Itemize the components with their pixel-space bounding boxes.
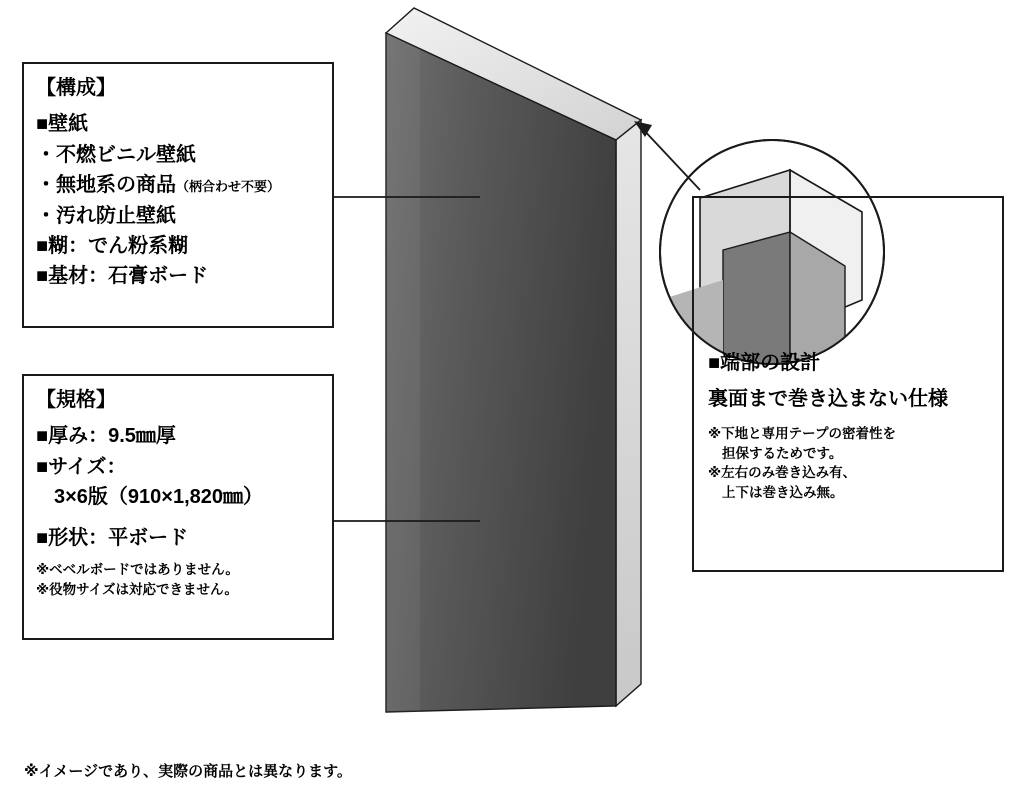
spec-note-bevel: ※ベベルボードではありません。 [36,561,239,577]
edge-note-1: ※下地と専用テープの密着性を [708,426,896,441]
edge-note-2: 担保するためです。 [722,445,843,461]
spec-size-value: 3×6版（910×1,820㎜） [54,486,264,509]
edge-note-4: 上下は巻き込み無。 [722,484,844,500]
board-face-highlight [386,33,420,712]
spec-shape: ■形状：平ボード [36,526,189,549]
edge-design-info-box [692,196,1004,572]
composition-line-plain-note: （柄合わせ不要） [176,179,281,195]
leader-line-edge [634,121,700,190]
composition-title: 【構成】 [36,77,116,99]
composition-line-wallpaper: ■壁紙 [36,113,89,136]
board-right-edge [616,120,641,706]
spec-info-box [22,374,334,640]
spec-size-label: ■サイズ： [36,455,127,478]
edge-title: ■端部の設計 [708,352,821,374]
edge-subtitle: 裏面まで巻き込まない仕様 [708,388,948,410]
spec-note-trim: ※役物サイズは対応できません。 [36,581,238,597]
composition-line-substrate: ■基材：石膏ボード [36,265,209,288]
composition-line-plain [36,171,320,199]
composition-line-stainproof: ・汚れ防止壁紙 [36,204,176,227]
composition-info-box [22,62,334,328]
spec-thickness: ■厚み：9.5㎜厚 [36,425,176,448]
composition-line-glue: ■糊：でん粉系糊 [36,234,189,257]
edge-note-3: ※左右のみ巻き込み有、 [708,465,857,481]
board-front-face [386,33,616,712]
composition-line-plain-text: ・無地系の商品 [36,174,176,197]
composition-line-nonflammable: ・不燃ビニル壁紙 [36,143,196,166]
footer-disclaimer: ※イメージであり、実際の商品とは異なります。 [24,763,352,780]
spec-title: 【規格】 [36,389,116,411]
